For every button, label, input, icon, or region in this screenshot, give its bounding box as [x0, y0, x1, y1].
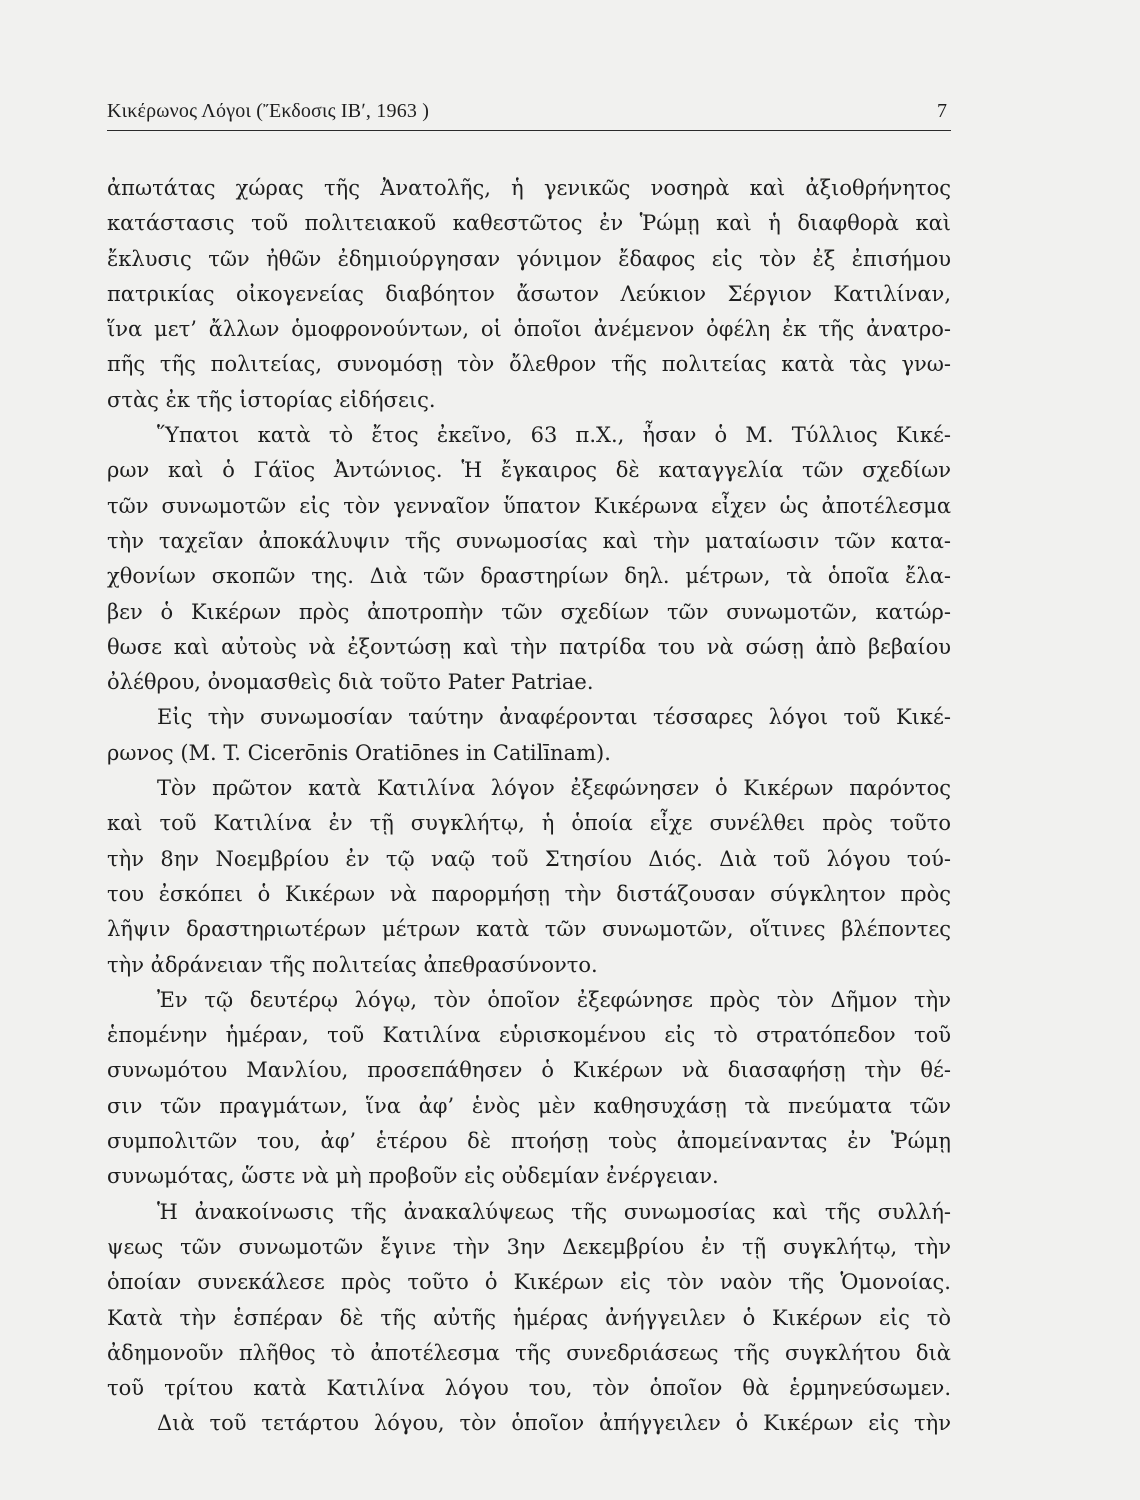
text-line: τὴν 8ην Νοεμβρίου ἐν τῷ ναῷ τοῦ Στησίου Διός. Διὰ τοῦ λόγου τού-	[107, 846, 951, 871]
text-line: σιν τῶν πραγμάτων, ἵνα ἀφ’ ἑνὸς μὲν καθησυχάσῃ τὰ πνεύματα τῶν	[107, 1093, 951, 1118]
text-line: του ἐσκόπει ὁ Κικέρων νὰ παρορμήσῃ τὴν διστάζουσαν σύγκλητον πρὸς	[107, 881, 951, 906]
text-line: πατρικίας οἰκογενείας διαβόητον ἄσωτον Λεύκιον Σέργιον Κατιλίναν,	[107, 281, 951, 306]
text-line: θωσε καὶ αὐτοὺς νὰ ἐξοντώσῃ καὶ τὴν πατρίδα του νὰ σώσῃ ἀπὸ βεβαίου	[107, 634, 951, 659]
text-line: Τὸν πρῶτον κατὰ Κατιλίνα λόγον ἐξεφώνησεν ὁ Κικέρων παρόντος	[157, 776, 951, 801]
text-line: κατάστασις τοῦ πολιτειακοῦ καθεστῶτος ἐν Ῥώμῃ καὶ ἡ διαφθορὰ καὶ	[107, 211, 951, 236]
page-number: 7	[937, 100, 947, 122]
text-line: τοῦ τρίτου κατὰ Κατιλίνα λόγου του, τὸν ὁποῖον θὰ ἑρμηνεύσωμεν.	[107, 1376, 951, 1401]
text-line: τὴν ἀδράνειαν τῆς πολιτείας ἀπεθρασύνοντο.	[107, 952, 598, 977]
text-line: ρων καὶ ὁ Γάϊος Ἀντώνιος. Ἡ ἔγκαιρος δὲ καταγγελία τῶν σχεδίων	[107, 458, 951, 483]
text-line: Ἡ ἀνακοίνωσις τῆς ἀνακαλύψεως τῆς συνωμοσίας καὶ τῆς συλλή-	[157, 1199, 951, 1224]
text-line: συνωμότου Μανλίου, προσεπάθησεν ὁ Κικέρων νὰ διασαφήσῃ τὴν θέ-	[107, 1058, 951, 1083]
text-line: ἑπομένην ἡμέραν, τοῦ Κατιλίνα εὑρισκομένου εἰς τὸ στρατόπεδον τοῦ	[107, 1023, 951, 1048]
body-text	[107, 171, 951, 1442]
text-line: Ὕπατοι κατὰ τὸ ἔτος ἐκεῖνο, 63 π.Χ., ἦσαν ὁ Μ. Τύλλιος Κικέ-	[157, 423, 951, 448]
text-line: βεν ὁ Κικέρων πρὸς ἀποτροπὴν τῶν σχεδίων τῶν συνωμοτῶν, κατώρ-	[107, 599, 951, 624]
running-title: Κικέρωνος Λόγοι (Ἔκδοσις ΙΒʹ, 1963 )	[107, 100, 430, 122]
text-line: ἀπωτάτας χώρας τῆς Ἀνατολῆς, ἡ γενικῶς νοσηρὰ καὶ ἀξιοθρήνητος	[107, 176, 951, 200]
text-line: Διὰ τοῦ τετάρτου λόγου, τὸν ὁποῖον ἀπήγγειλεν ὁ Κικέρων εἰς τὴν	[157, 1411, 951, 1436]
text-line: ρωνος (M. T. Cicerōnis Oratiōnes in Catilīnam).	[107, 740, 611, 765]
text-line: συμπολιτῶν του, ἀφ’ ἑτέρου δὲ πτοήσῃ τοὺς ἀπομείναντας ἐν Ῥώμῃ	[107, 1129, 951, 1154]
text-line: Εἰς τὴν συνωμοσίαν ταύτην ἀναφέρονται τέσσαρες λόγοι τοῦ Κικέ-	[157, 705, 951, 730]
text-line: λῆψιν δραστηριωτέρων μέτρων κατὰ τῶν συνωμοτῶν, οἵτινες βλέποντες	[107, 917, 951, 942]
running-header	[107, 96, 951, 131]
text-line: Ἐν τῷ δευτέρῳ λόγῳ, τὸν ὁποῖον ἐξεφώνησε πρὸς τὸν Δῆμον τὴν	[157, 987, 951, 1012]
text-line: ὁποίαν συνεκάλεσε πρὸς τοῦτο ὁ Κικέρων εἰς τὸν ναὸν τῆς Ὁμονοίας.	[107, 1270, 951, 1295]
text-line: χθονίων σκοπῶν της. Διὰ τῶν δραστηρίων δηλ. μέτρων, τὰ ὁποῖα ἔλα-	[107, 564, 951, 589]
text-line: στὰς ἐκ τῆς ἱστορίας εἰδήσεις.	[107, 387, 436, 412]
text-line: Κατὰ τὴν ἑσπέραν δὲ τῆς αὐτῆς ἡμέρας ἀνήγγειλεν ὁ Κικέρων εἰς τὸ	[107, 1305, 951, 1330]
text-line: συνωμότας, ὥστε νὰ μὴ προβοῦν εἰς οὐδεμίαν ἐνέργειαν.	[107, 1164, 719, 1189]
text-line: ψεως τῶν συνωμοτῶν ἔγινε τὴν 3ην Δεκεμβρίου ἐν τῇ συγκλήτῳ, τὴν	[107, 1234, 951, 1259]
text-line: ἀδημονοῦν πλῆθος τὸ ἀποτέλεσμα τῆς συνεδριάσεως τῆς συγκλήτου διὰ	[107, 1340, 951, 1365]
text-line: ἔκλυσις τῶν ἠθῶν ἐδημιούργησαν γόνιμον ἔδαφος εἰς τὸν ἐξ ἐπισήμου	[107, 246, 951, 271]
text-line: τὴν ταχεῖαν ἀποκάλυψιν τῆς συνωμοσίας καὶ τὴν ματαίωσιν τῶν κατα-	[107, 528, 951, 553]
text-line: πῆς τῆς πολιτείας, συνομόσῃ τὸν ὄλεθρον τῆς πολιτείας κατὰ τὰς γνω-	[107, 352, 951, 377]
text-line: ὀλέθρου, ὀνομασθεὶς διὰ τοῦτο Pater Patriae.	[107, 670, 594, 695]
text-line: τῶν συνωμοτῶν εἰς τὸν γενναῖον ὕπατον Κικέρωνα εἶχεν ὡς ἀποτέλεσμα	[107, 493, 951, 518]
text-line: καὶ τοῦ Κατιλίνα ἐν τῇ συγκλήτῳ, ἡ ὁποία εἶχε συνέλθει πρὸς τοῦτο	[107, 811, 951, 836]
text-line: ἵνα μετ’ ἄλλων ὁμοφρονούντων, οἱ ὁποῖοι ἀνέμενον ὀφέλη ἐκ τῆς ἀνατρο-	[107, 317, 951, 342]
